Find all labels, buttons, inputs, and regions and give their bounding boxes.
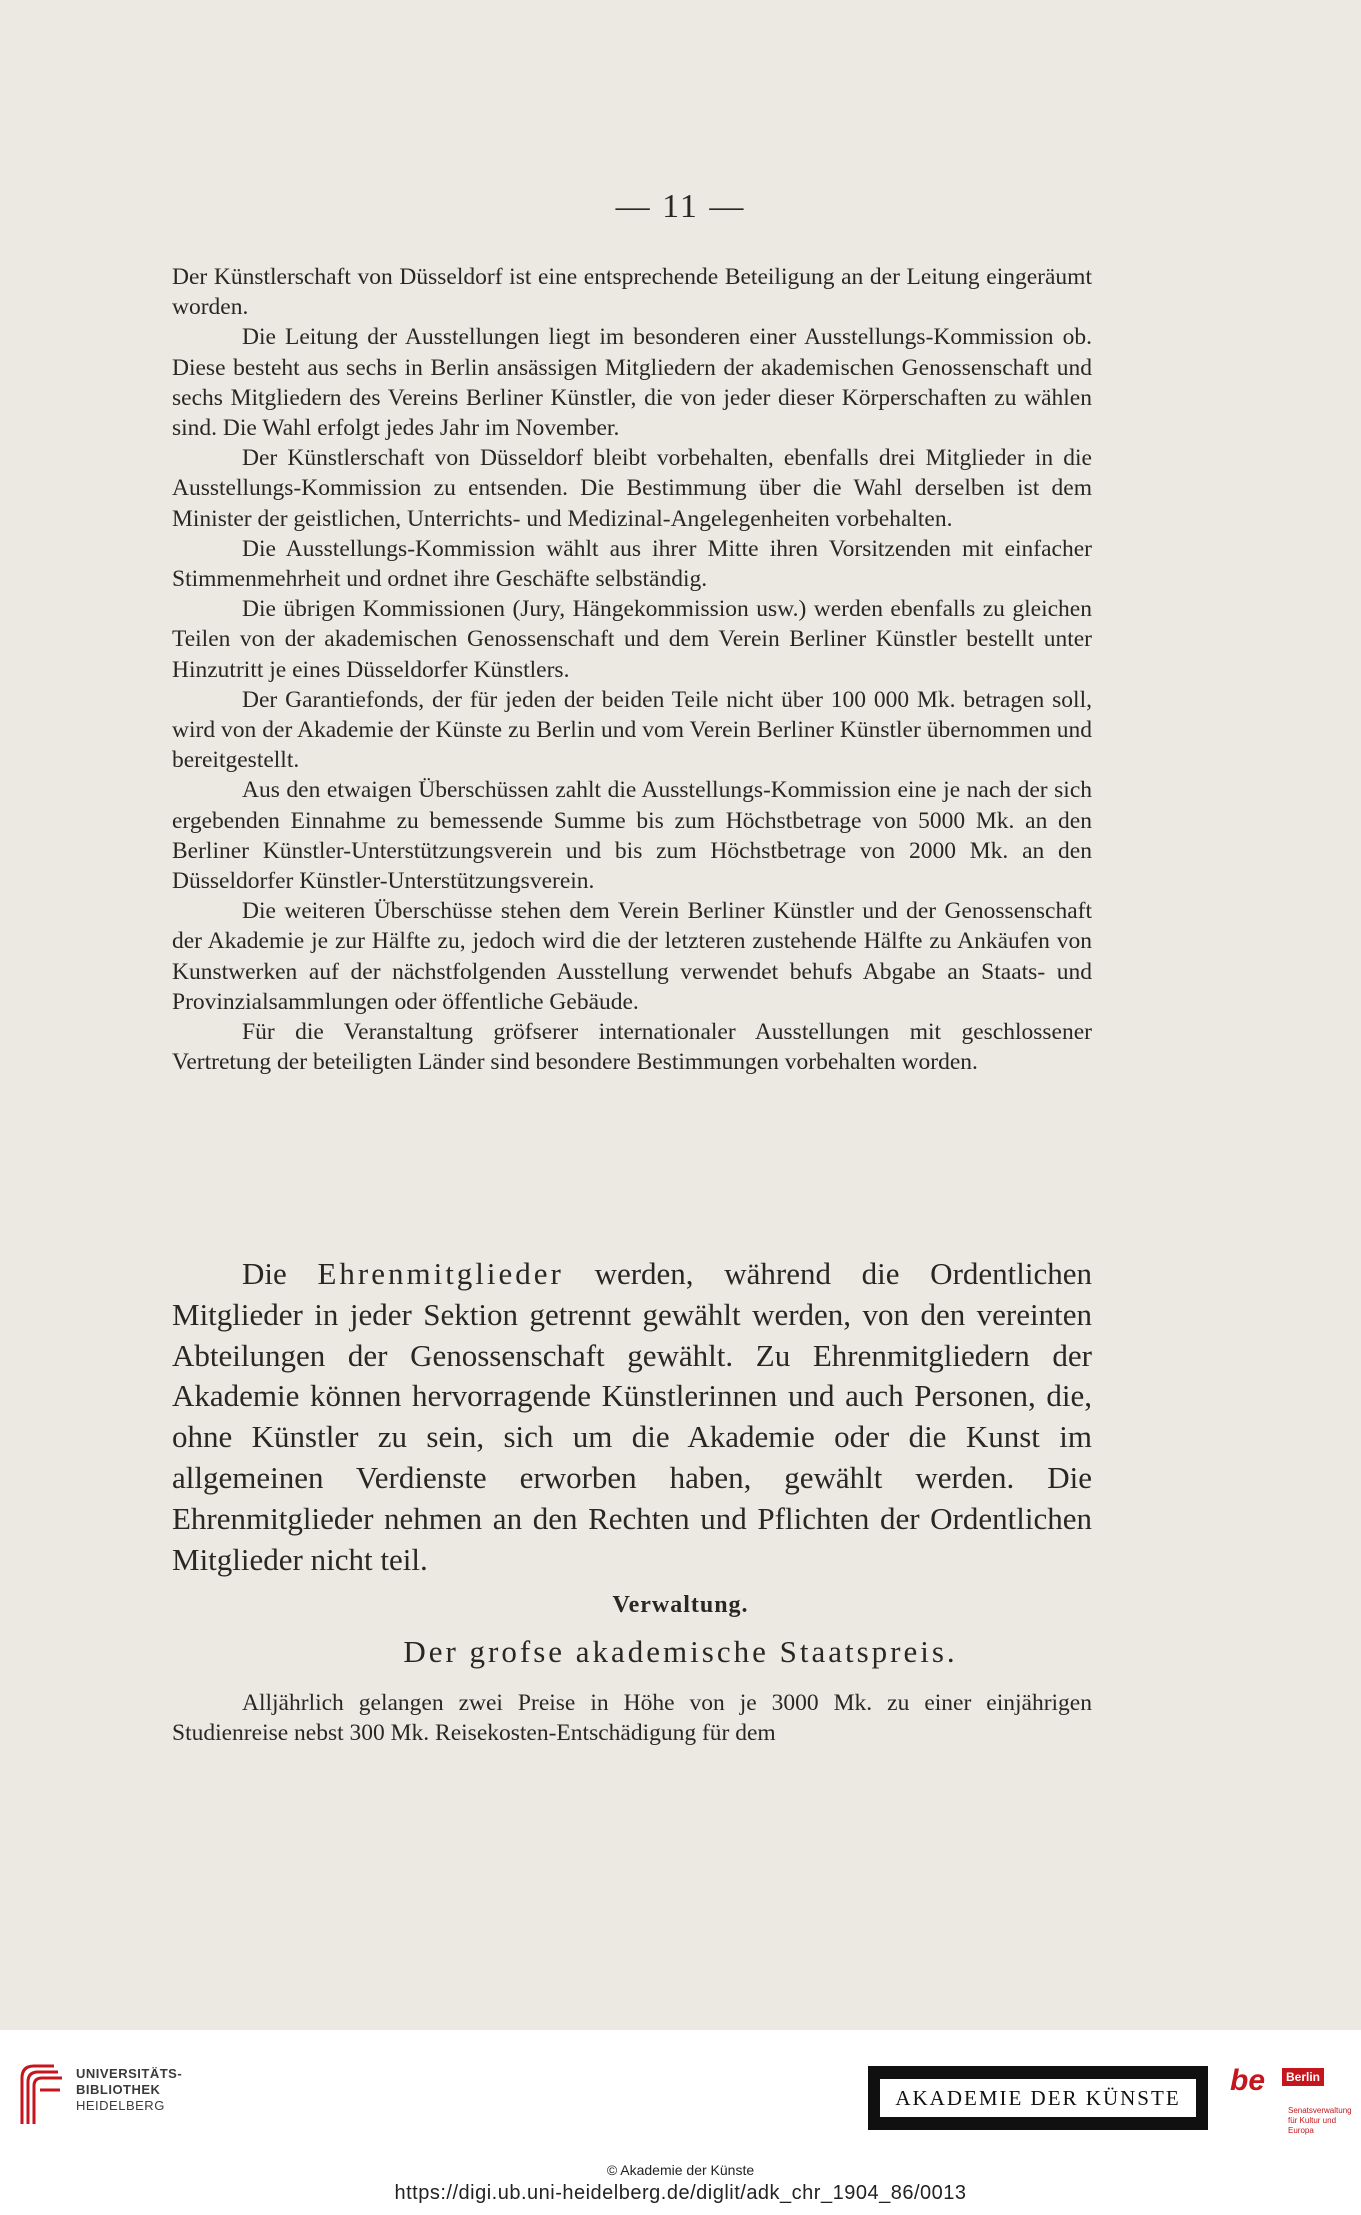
- berlin-logo-badge: Berlin: [1282, 2068, 1324, 2086]
- paragraph: Der Garantiefonds, der für jeden der beiden Teile nicht über 100 000 Mk. betragen soll, wird von der Akademie der Künste zu Berlin und vom Verein Berliner Künstler übernommen und bereitgestellt.: [172, 686, 1092, 774]
- akademie-logo: [868, 2066, 1208, 2130]
- footer: [0, 2030, 1361, 2215]
- honorary-lead: Die: [242, 1256, 287, 1291]
- ub-line: BIBLIOTHEK: [76, 2082, 161, 2097]
- paragraph: Der Künstlerschaft von Düsseldorf bleibt vorbehalten, ebenfalls drei Mitglieder in die Ausstellungs-Kommission zu entsenden. Die Bestimmung über die Wahl derselben ist dem Minister der geistlichen, Unterrichts- und Medizinal-Angelegenheiten vorbehalten.: [172, 445, 1092, 532]
- ub-line: HEIDELBERG: [76, 2098, 165, 2113]
- paragraph: Die übrigen Kommissionen (Jury, Hängekommission usw.) werden ebenfalls zu gleichen Teilen von der akademischen Genossenschaft und dem Verein Berliner Künstler bestellt unter Hinzutritt je eines Düsseldorfer Künstlers.: [172, 596, 1092, 683]
- berlin-senate-logo: [1228, 2060, 1352, 2140]
- copyright-notice: © Akademie der Künste: [606, 2162, 755, 2178]
- page-number: — 11 —: [615, 188, 746, 225]
- honorary-term: Ehrenmitglieder: [317, 1256, 564, 1291]
- ub-line: UNIVERSITÄTS-: [76, 2066, 183, 2081]
- paragraph: [172, 1254, 1092, 1580]
- paragraph: Aus den etwaigen Überschüssen zahlt die Ausstellungs-Kommission eine je nach der sich ergebenden Einnahme zu bemessende Summe bis zum Höchstbetrage von 5000 Mk. an den Berliner Künstler-Unterstützungsverein und bis zum Höchstbetrage von 2000 Mk. an den Düsseldorfer Künstler-Unterstützungsverein.: [172, 777, 1092, 895]
- prize-text-block: [172, 1688, 1092, 1748]
- honorary-rest: werden, während die Ordentlichen Mitglieder in jeder Sektion getrennt gewählt werden, von den vereinten Abteilungen der Genossenschaft gewählt. Zu Ehrenmitgliedern der Akademie können hervorragende Künstlerinnen und auch Personen, die, ohne Künstler zu sein, sich um die Akademie oder die Kunst im allgemeinen Verdienste erworben haben, gewählt werden. Die Ehrenmitglieder nehmen an den Rechten und Pflichten der Ordentlichen Mitglieder nicht teil.: [172, 1256, 1093, 1577]
- source-url-link[interactable]: https://digi.ub.uni-heidelberg.de/diglit/adk_chr_1904_86/0013: [394, 2182, 967, 2204]
- sub-heading: Der grofse akademische Staatspreis.: [403, 1634, 958, 1669]
- berlin-logo-sub: Senatsverwaltung für Kultur und Europa: [1288, 2106, 1352, 2135]
- paragraph: Für die Veranstaltung gröfserer internationaler Ausstellungen mit geschlossener Vertretung der beteiligten Länder sind besondere Bestimmungen vorbehalten worden.: [172, 1019, 1092, 1076]
- university-library-logo-icon: [14, 2060, 66, 2130]
- paragraph: Der Künstlerschaft von Düsseldorf ist eine entsprechende Beteiligung an der Leitung eingeräumt worden.: [172, 264, 1092, 321]
- berlin-logo-be: be: [1230, 2064, 1266, 2097]
- paragraph: Die weiteren Überschüsse stehen dem Verein Berliner Künstler und der Genossenschaft der Akademie je zur Hälfte zu, jedoch wird die der letzteren zustehende Hälfte zu Ankäufen von Kunstwerken auf der nächstfolgenden Ausstellung verwendet behufs Abgabe an Staats- und Provinzialsammlungen oder öffentliche Gebäude.: [172, 898, 1092, 1015]
- akademie-logo-text: AKADEMIE DER KÜNSTE: [880, 2079, 1196, 2117]
- section-heading: Verwaltung.: [612, 1592, 749, 1618]
- paragraph: Alljährlich gelangen zwei Preise in Höhe von je 3000 Mk. zu einer einjährigen Studienreise nebst 300 Mk. Reisekosten-Entschädigung für dem: [172, 1690, 1092, 1747]
- main-text-block: [172, 262, 1092, 1077]
- paragraph: Die Ausstellungs-Kommission wählt aus ihrer Mitte ihren Vorsitzenden mit einfacher Stimmenmehrheit und ordnet ihre Geschäfte selbständig.: [172, 535, 1092, 593]
- university-library-name: [76, 2066, 182, 2114]
- honorary-members-paragraph: [172, 1254, 1092, 1580]
- paragraph: Die Leitung der Ausstellungen liegt im besonderen einer Ausstellungs-Kommission ob. Diese besteht aus sechs in Berlin ansässigen Mitgliedern der akademischen Genossenschaft und sechs Mitgliedern des Vereins Berliner Künstler, die von jeder dieser Körperschaften zu wählen sind. Die Wahl erfolgt jedes Jahr im November.: [172, 324, 1092, 442]
